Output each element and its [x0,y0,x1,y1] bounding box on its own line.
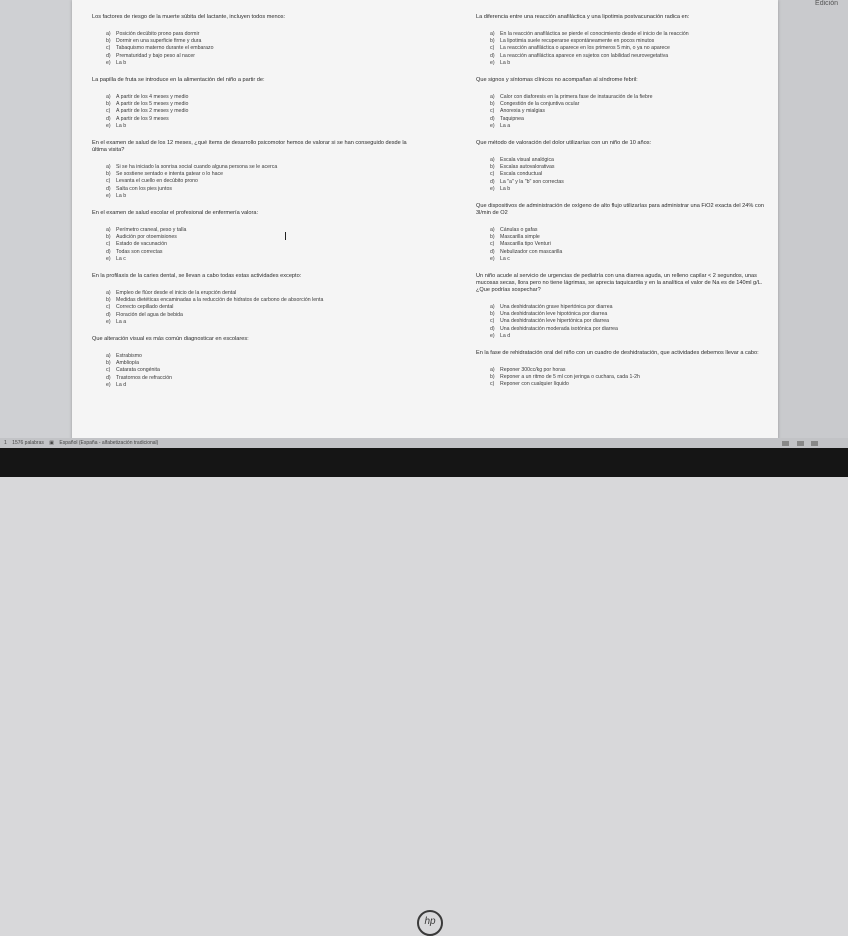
option-letter: c) [106,241,111,248]
edit-menu-label[interactable]: Edición [815,0,838,7]
answer-option [490,304,776,311]
option-letter: b) [490,164,495,171]
answer-option [106,38,414,45]
option-letter: a) [106,353,111,360]
option-text: La b [116,59,127,66]
option-letter: c) [106,45,111,52]
answer-option [490,227,776,234]
answer-option [490,101,776,108]
option-letter: d) [490,115,495,122]
answer-option [106,123,414,130]
option-text: Medidas dietéticas encaminadas a la reducción de hidratos de carbono de absorción lenta [116,297,324,304]
question-block [92,77,414,130]
question-stem: La diferencia entre una reacción anafiláctica y una lipotimia postvacunación radica en: [476,14,690,20]
answer-option [490,171,776,178]
option-text: Reponer 300cc/kg por horas [500,367,566,374]
answer-option [490,38,776,45]
answer-option [106,164,414,171]
option-letter: b) [106,171,111,178]
answer-option [106,227,414,234]
option-text: Trastornos de refracción [116,374,173,381]
option-letter: c) [490,241,495,248]
option-text: A partir de los 4 meses y medio [116,94,189,101]
answer-option [490,311,776,318]
option-text: A partir de los 9 meses [116,115,169,122]
answer-option [490,157,776,164]
option-text: Mascarilla tipo Venturi [500,241,551,248]
answer-option [490,374,776,381]
answer-option [106,241,414,248]
option-text: Reponer a un ritmo de 5 ml con jeringa o cuchara, cada 1-2h [500,374,640,381]
option-letter: b) [490,101,495,108]
option-text: La b [116,192,127,199]
answer-option [490,249,776,256]
option-letter: a) [106,227,111,234]
option-letter: a) [106,164,111,171]
proofing-icon[interactable]: ▣ [49,440,54,446]
option-letter: a) [490,367,495,374]
answer-option [106,45,414,52]
option-text: Una deshidratación leve hipertónica por diarrea [500,318,610,325]
option-letter: a) [106,31,111,37]
option-letter: e) [106,59,111,66]
answer-option [106,94,414,101]
option-letter: b) [106,360,111,367]
option-text: Una deshidratación leve hipotónica por diarrea [500,311,608,318]
option-text: Nebulizador con mascarilla [500,248,563,255]
option-text: Una deshidratación moderada isotónica por diarrea [500,325,618,332]
option-text: A partir de los 2 meses y medio [116,108,189,115]
answer-option [106,312,414,319]
answer-option [106,171,414,178]
option-text: A partir de los 5 meses y medio [116,101,189,108]
question-block [476,203,776,263]
option-letter: b) [490,311,495,318]
option-text: Levanta el cuello en decúbito prono [116,178,198,185]
option-letter: a) [490,31,495,37]
option-letter: d) [106,311,111,318]
option-letter: d) [490,325,495,332]
option-text: La a [116,318,127,325]
answer-option [490,108,776,115]
option-text: Escala conductual [500,171,543,178]
question-block [92,336,414,389]
answer-option [490,45,776,52]
option-letter: a) [490,304,495,311]
option-text: Todas son correctas [116,248,163,255]
option-letter: b) [106,234,111,241]
answer-option [106,101,414,108]
option-text: La b [500,185,511,192]
option-letter: d) [106,374,111,381]
option-letter: e) [490,59,495,66]
left-column [92,14,414,399]
option-text: Perímetro craneal, peso y talla [116,227,187,234]
answer-option [106,108,414,115]
question-stem: Que signos y síntomas clínicos no acompañan al síndrome febril: [476,77,638,84]
right-column [476,14,776,399]
question-block [92,140,414,200]
option-text: Taquipnea [500,115,524,122]
option-letter: e) [490,255,495,262]
option-text: La reacción anafiláctica aparece en sujetos con labilidad neurovegetativa [500,52,669,59]
answer-option [106,116,414,123]
question-block [476,14,776,67]
option-text: Dormir en una superficie firme y dura [116,38,202,45]
option-letter: d) [106,248,111,255]
option-letter: b) [490,38,495,45]
answer-option [106,375,414,382]
option-text: Reponer con cualquier líquido [500,381,569,388]
option-letter: c) [490,45,495,52]
option-text: Ambliopía [116,360,140,367]
question-stem: En la fase de rehidratación oral del niño con un cuadro de deshidratación, que actividades debemos llevar a cabo: [476,350,759,357]
option-letter: e) [490,185,495,192]
option-text: Cánulas o gafas [500,227,538,234]
option-letter: c) [490,318,495,325]
option-text: Escala visual analógica [500,157,554,164]
option-text: Catarata congénita [116,367,160,374]
answer-option [106,53,414,60]
option-letter: e) [106,381,111,388]
status-bar [0,438,848,448]
option-letter: d) [106,185,111,192]
option-letter: b) [490,234,495,241]
option-letter: e) [106,122,111,129]
option-text: La "a" y la "b" son correctas [500,178,564,185]
option-letter: b) [106,297,111,304]
option-letter: a) [106,290,111,297]
option-letter: c) [490,171,495,178]
question-stem: En el examen de salud de los 12 meses, ¿qué ítems de desarrollo psicomotor hemos de valorar si se han conseguido desde la última visita? [92,140,407,154]
option-text: La c [500,255,510,262]
option-letter: a) [106,94,111,101]
option-letter: e) [490,122,495,129]
option-letter: d) [490,52,495,59]
answer-option [490,186,776,193]
question-stem: Un niño acude al servicio de urgencias de pediatría con una diarrea aguda, un relleno capilar < 2 segundos, unas mucosas secas, llora pero no tiene lágrimas, se aprecia taquicardia y en la analítica el valor de Na es de 140ml g/L. ¿Que podrías sospechar? [476,273,763,294]
answer-option [490,367,776,374]
option-text: Si se ha iniciado la sonrisa social cuando alguna persona se le acerca [116,164,278,171]
question-stem: Que método de valoración del dolor utilizarías con un niño de 10 años: [476,140,652,147]
option-letter: e) [106,255,111,262]
answer-option [490,256,776,263]
option-letter: c) [490,381,495,388]
option-text: En la reacción anafiláctica se pierde el conocimiento desde el inicio de la reacción [500,31,689,37]
answer-option [490,333,776,340]
answer-option [490,123,776,130]
answer-option [106,290,414,297]
option-text: Calor con diaforesis en la primera fase de instauración de la fiebre [500,94,653,101]
option-letter: e) [490,332,495,339]
option-letter: c) [490,108,495,115]
question-stem: La papilla de fruta se introduce en la alimentación del niño a partir de: [92,77,265,84]
option-text: La b [500,59,511,66]
read-mode-icon[interactable] [782,441,789,446]
option-letter: c) [106,108,111,115]
answer-option [490,381,776,388]
option-text: Anorexia y mialgias [500,108,545,115]
option-letter: a) [490,94,495,101]
answer-option [106,249,414,256]
window-right-background [768,0,848,440]
window-left-background [0,0,72,440]
option-letter: b) [106,101,111,108]
option-text: La lipotimia suele recuperarse espontáneamente en pocos minutos [500,38,655,45]
document-page[interactable] [72,0,778,440]
option-letter: a) [490,157,495,164]
answer-option [490,60,776,67]
option-text: Mascarilla simple [500,234,540,241]
option-letter: e) [106,318,111,325]
option-letter: a) [490,227,495,234]
answer-option [106,256,414,263]
hp-logo: hp [417,910,443,936]
option-text: Audición por otoemisiones [116,234,177,241]
question-stem: Que dispositivos de administración de oxígeno de alto flujo utilizarías para administrar una FiO2 exacta del 24% con 3l/min de O2 [476,203,764,217]
answer-option [106,178,414,185]
option-letter: e) [106,192,111,199]
answer-option [490,164,776,171]
option-text: La c [116,255,126,262]
question-block [476,350,776,389]
option-letter: c) [106,304,111,311]
option-letter: c) [106,367,111,374]
print-layout-icon[interactable] [797,441,804,446]
option-letter: d) [106,52,111,59]
answer-option [490,94,776,101]
question-block [92,14,414,67]
question-block [92,210,414,263]
option-text: Estrabismo [116,353,142,360]
option-letter: b) [490,374,495,381]
answer-option [106,297,414,304]
answer-option [490,318,776,325]
answer-option [490,53,776,60]
option-text: Salta con los pies juntos [116,185,172,192]
option-text: La d [500,332,511,339]
answer-option [106,319,414,326]
answer-option [106,353,414,360]
option-text: La d [116,381,127,388]
option-letter: d) [490,248,495,255]
page-indicator[interactable]: 1 [4,440,7,446]
option-text: Tabaquismo materno durante el embarazo [116,45,214,52]
option-text: La b [116,122,127,129]
option-text: Empleo de flúor desde el inicio de la erupción dental [116,290,237,297]
answer-option [490,116,776,123]
answer-option [106,304,414,311]
question-stem: Los factores de riesgo de la muerte súbita del lactante, incluyen todos menos: [92,14,286,20]
question-stem: En el examen de salud escolar el profesional de enfermería valora: [92,210,259,217]
answer-option [106,60,414,67]
question-block [476,77,776,130]
web-layout-icon[interactable] [811,441,818,446]
question-block [476,140,776,193]
option-letter: d) [490,178,495,185]
answer-option [490,31,776,38]
option-text: La a [500,122,511,129]
option-text: Correcto cepillado dental [116,304,174,311]
answer-option [490,241,776,248]
option-text: Una deshidratación grave hipertónica por diarrea [500,304,613,311]
option-text: Congestión de la conjuntiva ocular [500,101,580,108]
option-text: Escalas autovalorativas [500,164,555,171]
answer-option [490,326,776,333]
word-count[interactable]: 1576 palabras [12,440,44,446]
laptop-bezel [0,448,848,927]
text-cursor [285,232,286,240]
question-block [92,273,414,326]
option-letter: b) [106,38,111,45]
question-block [476,273,776,340]
answer-option [106,186,414,193]
option-letter: c) [106,178,111,185]
answer-option [106,382,414,389]
option-text: Posición decúbito prono para dormir [116,31,200,37]
answer-option [490,179,776,186]
answer-option [106,360,414,367]
option-text: La reacción anafiláctica o aparece en los primeros 5 min, o ya no aparece [500,45,670,52]
question-stem: En la profilaxis de la caries dental, se llevan a cabo todas estas actividades excepto: [92,273,302,280]
option-letter: d) [106,115,111,122]
option-text: Estado de vacunación [116,241,168,248]
option-text: Se sostiene sentado e intenta gatear o lo hace [116,171,223,178]
question-stem: Que alteración visual es más común diagnosticar en escolares: [92,336,249,343]
option-text: Prematuridad y bajo peso al nacer [116,52,196,59]
answer-option [106,193,414,200]
language-indicator[interactable]: Español (España - alfabetización tradicional) [59,440,159,446]
option-text: Floración del agua de bebida [116,311,183,318]
answer-option [490,234,776,241]
answer-option [106,31,414,38]
answer-option [106,367,414,374]
answer-option [106,234,414,241]
